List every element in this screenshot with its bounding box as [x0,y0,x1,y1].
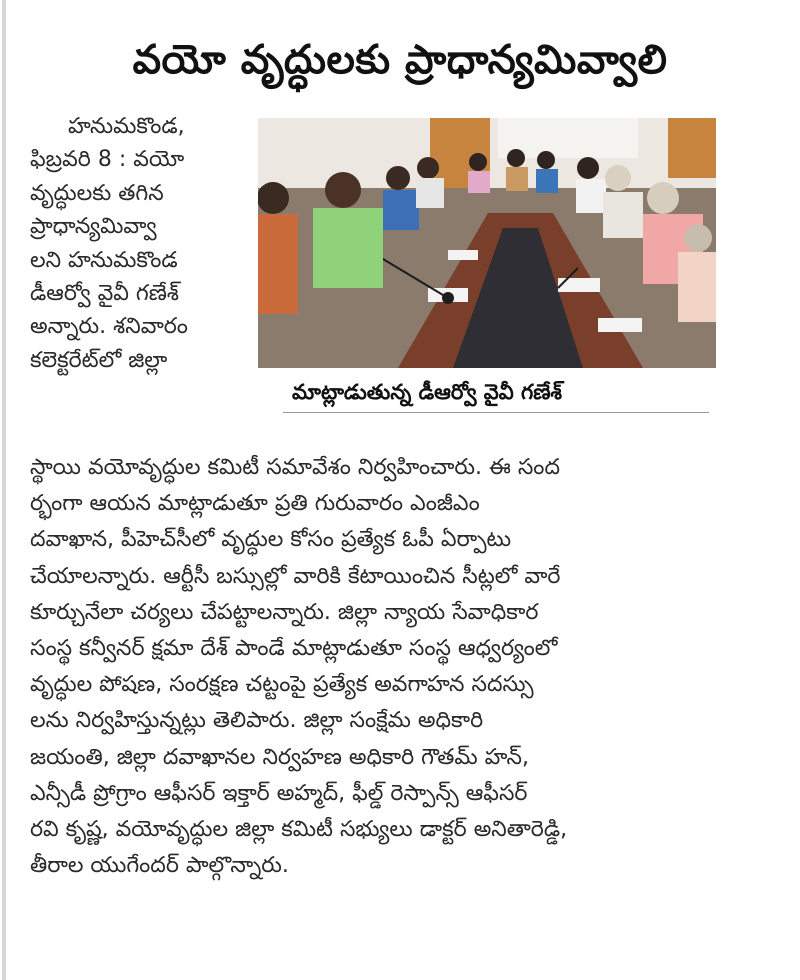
meeting-photo [258,118,716,368]
body-line: జయంతి, జిల్లా దవాఖానల నిర్వహణ అధికారి గౌతమ్ హన్, [30,744,529,770]
body-line: వృద్ధులకు తగిన [30,180,164,206]
body-line: ఎన్సీడీ ప్రోగ్రాం ఆఫీసర్ ఇక్తార్ అహ్మద్, ఫీల్డ్ రెస్పాన్స్ ఆఫీసర్ [30,780,528,806]
body-line: తీరాల యుగేందర్ పాల్గొన్నారు. [30,853,289,879]
photo-caption: మాట్లాడుతున్న డీఆర్వో వైవీ గణేశ్ [292,380,563,404]
body-line: స్థాయి వయోవృద్ధుల కమిటీ సమావేశం నిర్వహించారు. ఈ సంద [30,455,560,480]
body-line: వృద్ధుల పోషణ, సంరక్షణ చట్టంపై ప్రత్యేక అవగాహన సదస్సు [30,672,534,698]
body-line: దవాఖాన, పీహెచ్‌సీలో వృద్ధుల కోసం ప్రత్యేక ఓపీ ఏర్పాటు [30,527,512,553]
headline: వయో వృద్ధులకు ప్రాధాన్యమివ్వాలి [132,37,668,83]
body-line: అన్నారు. శనివారం [30,314,188,340]
body-line: కూర్చునేలా చర్యలు చేపట్టాలన్నారు. జిల్లా న్యాయ సేవాధికార [30,599,539,625]
narrow-column [30,110,260,377]
body-line: హనుమకొండ, [68,114,185,139]
body-line: చేయాలన్నారు. ఆర్టీసీ బస్సుల్లో వారికి కేటాయించిన సీట్లలో వారే [30,563,561,589]
body-line: ఫిబ్రవరి 8 : వయో [30,147,185,173]
body-line: డీఆర్వో వైవీ గణేశ్ [30,281,180,307]
body-line: లని హనుమకొండ [30,247,178,273]
body-line: లను నిర్వహిస్తున్నట్లు తెలిపారు. జిల్లా సంక్షేమ అధికారి [30,708,484,734]
body-line: ర్భంగా ఆయన మాట్లాడుతూ ప్రతి గురువారం ఎంజీఎం [30,491,480,517]
body-line: రవి కృష్ణ, వయోవృద్ధుల జిల్లా కమిటీ సభ్యులు డాక్టర్ అనితారెడ్డి, [30,817,568,843]
body-line: కలెక్టరేట్‌లో జిల్లా [30,347,168,373]
body-line: ప్రాధాన్యమివ్వా [30,214,157,240]
page-edge-rule [2,0,6,980]
body-line: సంస్థ కన్వీనర్ క్షమా దేశ్ పాండే మాట్లాడుతూ సంస్థ ఆధ్వర్యంలో [30,636,558,662]
wide-column [30,450,720,884]
caption-divider [283,412,709,413]
clipped-previous-article-line [10,0,470,8]
